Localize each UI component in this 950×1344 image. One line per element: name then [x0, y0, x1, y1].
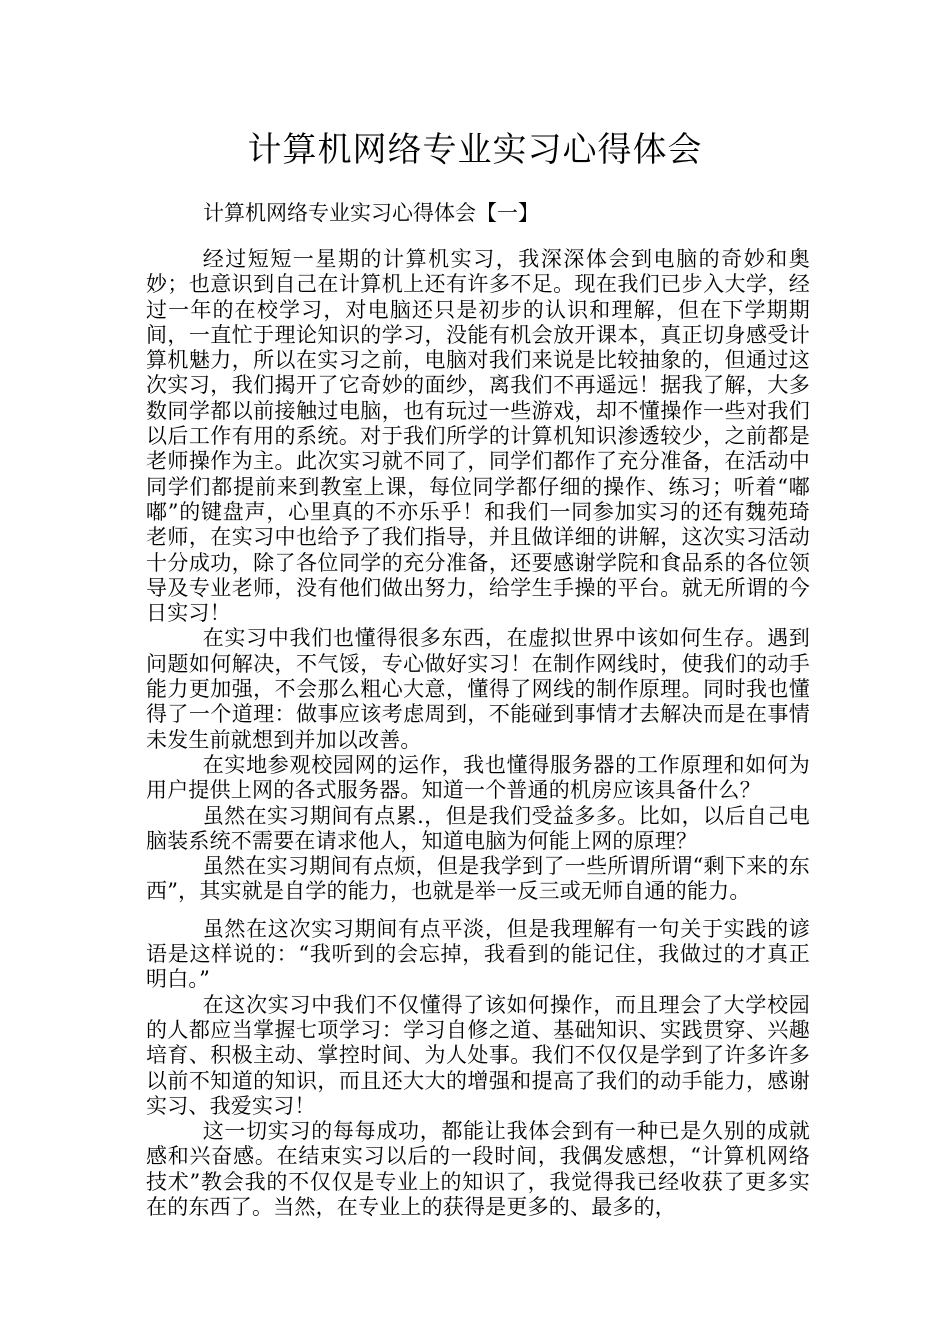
document-title: 计算机网络专业实习心得体会 — [247, 130, 703, 170]
paragraph-6: 虽然在这次实习期间有点平淡，但是我理解有一句关于实践的谚语是这样说的：“我听到的会忘掉，我看到的能记住，我做过的才真正明白。” — [146, 916, 810, 992]
paragraph-2: 在实习中我们也懂得很多东西，在虚拟世界中该如何生存。遇到问题如何解决，不气馁，专心做好实习！在制作网线时，使我们的动手能力更加强，不会那么粗心大意，懂得了网线的制作原理。同时我也懂得了一个道理：做事应该考虑周到，不能碰到事情才去解决而是在事情未发生前就想到并加以改善。 — [146, 626, 810, 752]
paragraph-3: 在实地参观校园网的运作，我也懂得服务器的工作原理和如何为用户提供上网的各式服务器。知道一个普通的机房应该具备什么？ — [146, 752, 810, 803]
document-body — [146, 247, 810, 1220]
paragraph-5: 虽然在实习期间有点烦，但是我学到了一些所谓所谓“剩下来的东西”，其实就是自学的能力，也就是举一反三或无师自通的能力。 — [146, 854, 810, 904]
paragraph-1: 经过短短一星期的计算机实习，我深深体会到电脑的奇妙和奥妙；也意识到自己在计算机上还有许多不足。现在我们已步入大学，经过一年的在校学习，对电脑还只是初步的认识和理解，但在下学期期间，一直忙于理论知识的学习，没能有机会放开课本，真正切身感受计算机魅力，所以在实习之前，电脑对我们来说是比较抽象的，但通过这次实习，我们揭开了它奇妙的面纱，离我们不再遥远！据我了解，大多数同学都以前接触过电脑，也有玩过一些游戏，却不懂操作一些对我们以后工作有用的系统。对于我们所学的计算机知识渗透较少，之前都是老师操作为主。此次实习就不同了，同学们都作了充分准备，在活动中同学们都提前来到教室上课，每位同学都仔细的操作、练习；听着“嘟嘟”的键盘声，心里真的不亦乐乎！和我们一同参加实习的还有魏苑琦 老师，在实习中也给予了我们指导，并且做详细的讲解，这次实习活动十分成功，除了各位同学的充分准备，还要感谢学院和食品系的各位领导及专业老师，没有他们做出努力，给学生手操的平台。就无所谓的今日实习！ — [146, 247, 810, 626]
paragraph-8: 这一切实习的每每成功，都能让我体会到有一种已是久别的成就感和兴奋感。在结束实习以后的一段时间，我偶发感想，“计算机网络技术”教会我的不仅仅是专业上的知识了，我觉得我已经收获了更多实在的东西了。当然，在专业上的获得是更多的、最多的， — [146, 1119, 810, 1219]
section-heading: 计算机网络专业实习心得体会【一】 — [203, 201, 539, 225]
paragraph-4: 虽然在实习期间有点累.，但是我们受益多多。比如，以后自己电脑装系统不需要在请求他人，知道电脑为何能上网的原理？ — [146, 803, 810, 853]
paragraph-7: 在这次实习中我们不仅懂得了该如何操作，而且理会了大学校园的人都应当掌握七项学习：学习自修之道、基础知识、实践贯穿、兴趣培育、积极主动、掌控时间、为人处事。我们不仅仅是学到了许多许多以前不知道的知识，而且还大大的增强和提高了我们的动手能力，感谢实习、我爱实习！ — [146, 992, 810, 1118]
